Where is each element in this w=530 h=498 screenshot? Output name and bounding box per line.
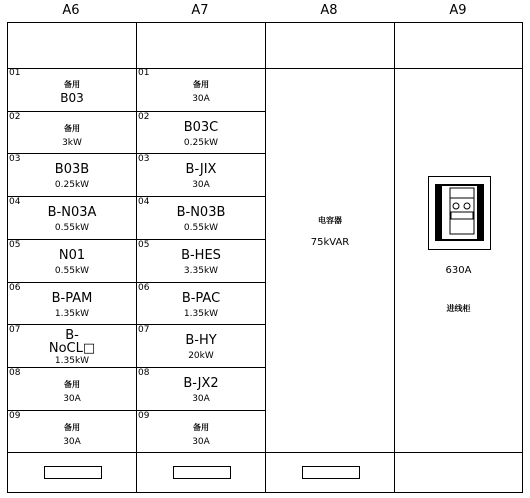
feeder-row bbox=[136, 367, 266, 410]
feeder-number: 04 bbox=[9, 197, 21, 208]
nameplate-a8 bbox=[302, 466, 360, 479]
feeder-name: 备用 bbox=[64, 123, 80, 133]
feeder-row bbox=[7, 68, 137, 111]
feeder-value: 30A bbox=[192, 180, 210, 191]
feeder-row bbox=[136, 111, 266, 154]
cabinet-a9-frame bbox=[394, 22, 523, 493]
feeder-number: 08 bbox=[138, 367, 150, 378]
feeder-name: B-JX2 bbox=[183, 375, 219, 391]
feeder-value: 3kW bbox=[62, 137, 82, 148]
feeder-number: 05 bbox=[138, 239, 150, 250]
feeder-value: 1.35kW bbox=[54, 356, 90, 367]
feeder-row bbox=[136, 282, 266, 325]
breaker-symbol bbox=[428, 176, 491, 250]
feeder-number: 07 bbox=[9, 325, 21, 336]
feeder-number: 06 bbox=[138, 282, 150, 293]
feeder-value: 0.25kW bbox=[54, 180, 90, 191]
feeder-name: B-N03A bbox=[47, 205, 97, 221]
feeder-row bbox=[7, 367, 137, 410]
feeder-name: 备用 bbox=[64, 379, 80, 389]
capacitor-label: 电容器 bbox=[318, 216, 342, 225]
feeder-row bbox=[136, 153, 266, 196]
feeder-name: B03C bbox=[183, 119, 219, 135]
feeder-number: 08 bbox=[9, 367, 21, 378]
feeder-value: 0.55kW bbox=[183, 223, 219, 234]
nameplate-a6 bbox=[44, 466, 102, 479]
feeder-value: 3.35kW bbox=[183, 265, 219, 276]
feeder-name: 备用 bbox=[64, 80, 80, 89]
column-header-a9: A9 bbox=[449, 3, 467, 18]
feeder-row bbox=[136, 68, 266, 111]
feeder-row bbox=[136, 196, 266, 239]
feeder-name: 备用 bbox=[193, 422, 209, 432]
feeder-row bbox=[7, 196, 137, 239]
cabinet-a8-frame bbox=[265, 22, 395, 493]
feeder-name: B-HES bbox=[181, 247, 221, 263]
feeder-row bbox=[7, 239, 137, 282]
incoming-cabinet-label: 进线柜 bbox=[446, 304, 471, 313]
feeder-value: 0.55kW bbox=[54, 223, 90, 234]
feeder-number: 01 bbox=[9, 68, 21, 78]
feeder-name: N01 bbox=[58, 247, 86, 263]
feeder-number: 05 bbox=[9, 239, 21, 250]
column-header-a8: A8 bbox=[320, 3, 338, 18]
feeder-number: 02 bbox=[138, 111, 150, 122]
feeder-value: 1.35kW bbox=[183, 308, 219, 319]
capacitor-rating: 75kVAR bbox=[310, 237, 350, 248]
feeder-name: B-PAM bbox=[51, 290, 93, 306]
feeder-name: 备用 bbox=[193, 80, 209, 89]
feeder-value: 30A bbox=[192, 393, 210, 404]
feeder-name: B-HY bbox=[185, 333, 217, 349]
feeder-number: 04 bbox=[138, 197, 150, 208]
feeder-name-line2: NoCL□ bbox=[48, 341, 96, 357]
feeder-name: B- bbox=[65, 328, 79, 344]
feeder-number: 03 bbox=[9, 154, 21, 165]
feeder-row bbox=[7, 282, 137, 325]
feeder-number: 02 bbox=[9, 111, 21, 122]
feeder-row bbox=[136, 410, 266, 453]
feeder-number: 01 bbox=[138, 68, 150, 78]
column-header-a7: A7 bbox=[191, 3, 209, 18]
feeder-number: 09 bbox=[138, 410, 150, 421]
feeder-value: B03 bbox=[60, 91, 84, 105]
feeder-number: 07 bbox=[138, 325, 150, 336]
feeder-row bbox=[7, 324, 137, 367]
column-header-a6: A6 bbox=[62, 3, 80, 18]
feeder-name: 备用 bbox=[64, 422, 80, 432]
feeder-value: 30A bbox=[63, 393, 81, 404]
feeder-number: 06 bbox=[9, 282, 21, 293]
feeder-row bbox=[136, 324, 266, 367]
feeder-row bbox=[136, 239, 266, 282]
feeder-value: 30A bbox=[192, 436, 210, 447]
feeder-value: 20kW bbox=[188, 351, 214, 362]
feeder-name: B-N03B bbox=[176, 205, 226, 221]
incoming-current: 630A bbox=[445, 265, 472, 276]
breaker-icon bbox=[428, 176, 491, 250]
feeder-value: 1.35kW bbox=[54, 308, 90, 319]
feeder-number: 03 bbox=[138, 154, 150, 165]
feeder-name: B-JIX bbox=[185, 162, 217, 178]
feeder-value: 30A bbox=[192, 94, 210, 104]
feeder-value: 0.55kW bbox=[54, 265, 90, 276]
feeder-row bbox=[7, 410, 137, 453]
feeder-row bbox=[7, 153, 137, 196]
feeder-value: 0.25kW bbox=[183, 137, 219, 148]
feeder-value: 30A bbox=[63, 436, 81, 447]
nameplate-a7 bbox=[173, 466, 231, 479]
feeder-name: B03B bbox=[54, 162, 90, 178]
feeder-name: B-PAC bbox=[181, 290, 221, 306]
feeder-number: 09 bbox=[9, 410, 21, 421]
feeder-row bbox=[7, 111, 137, 154]
